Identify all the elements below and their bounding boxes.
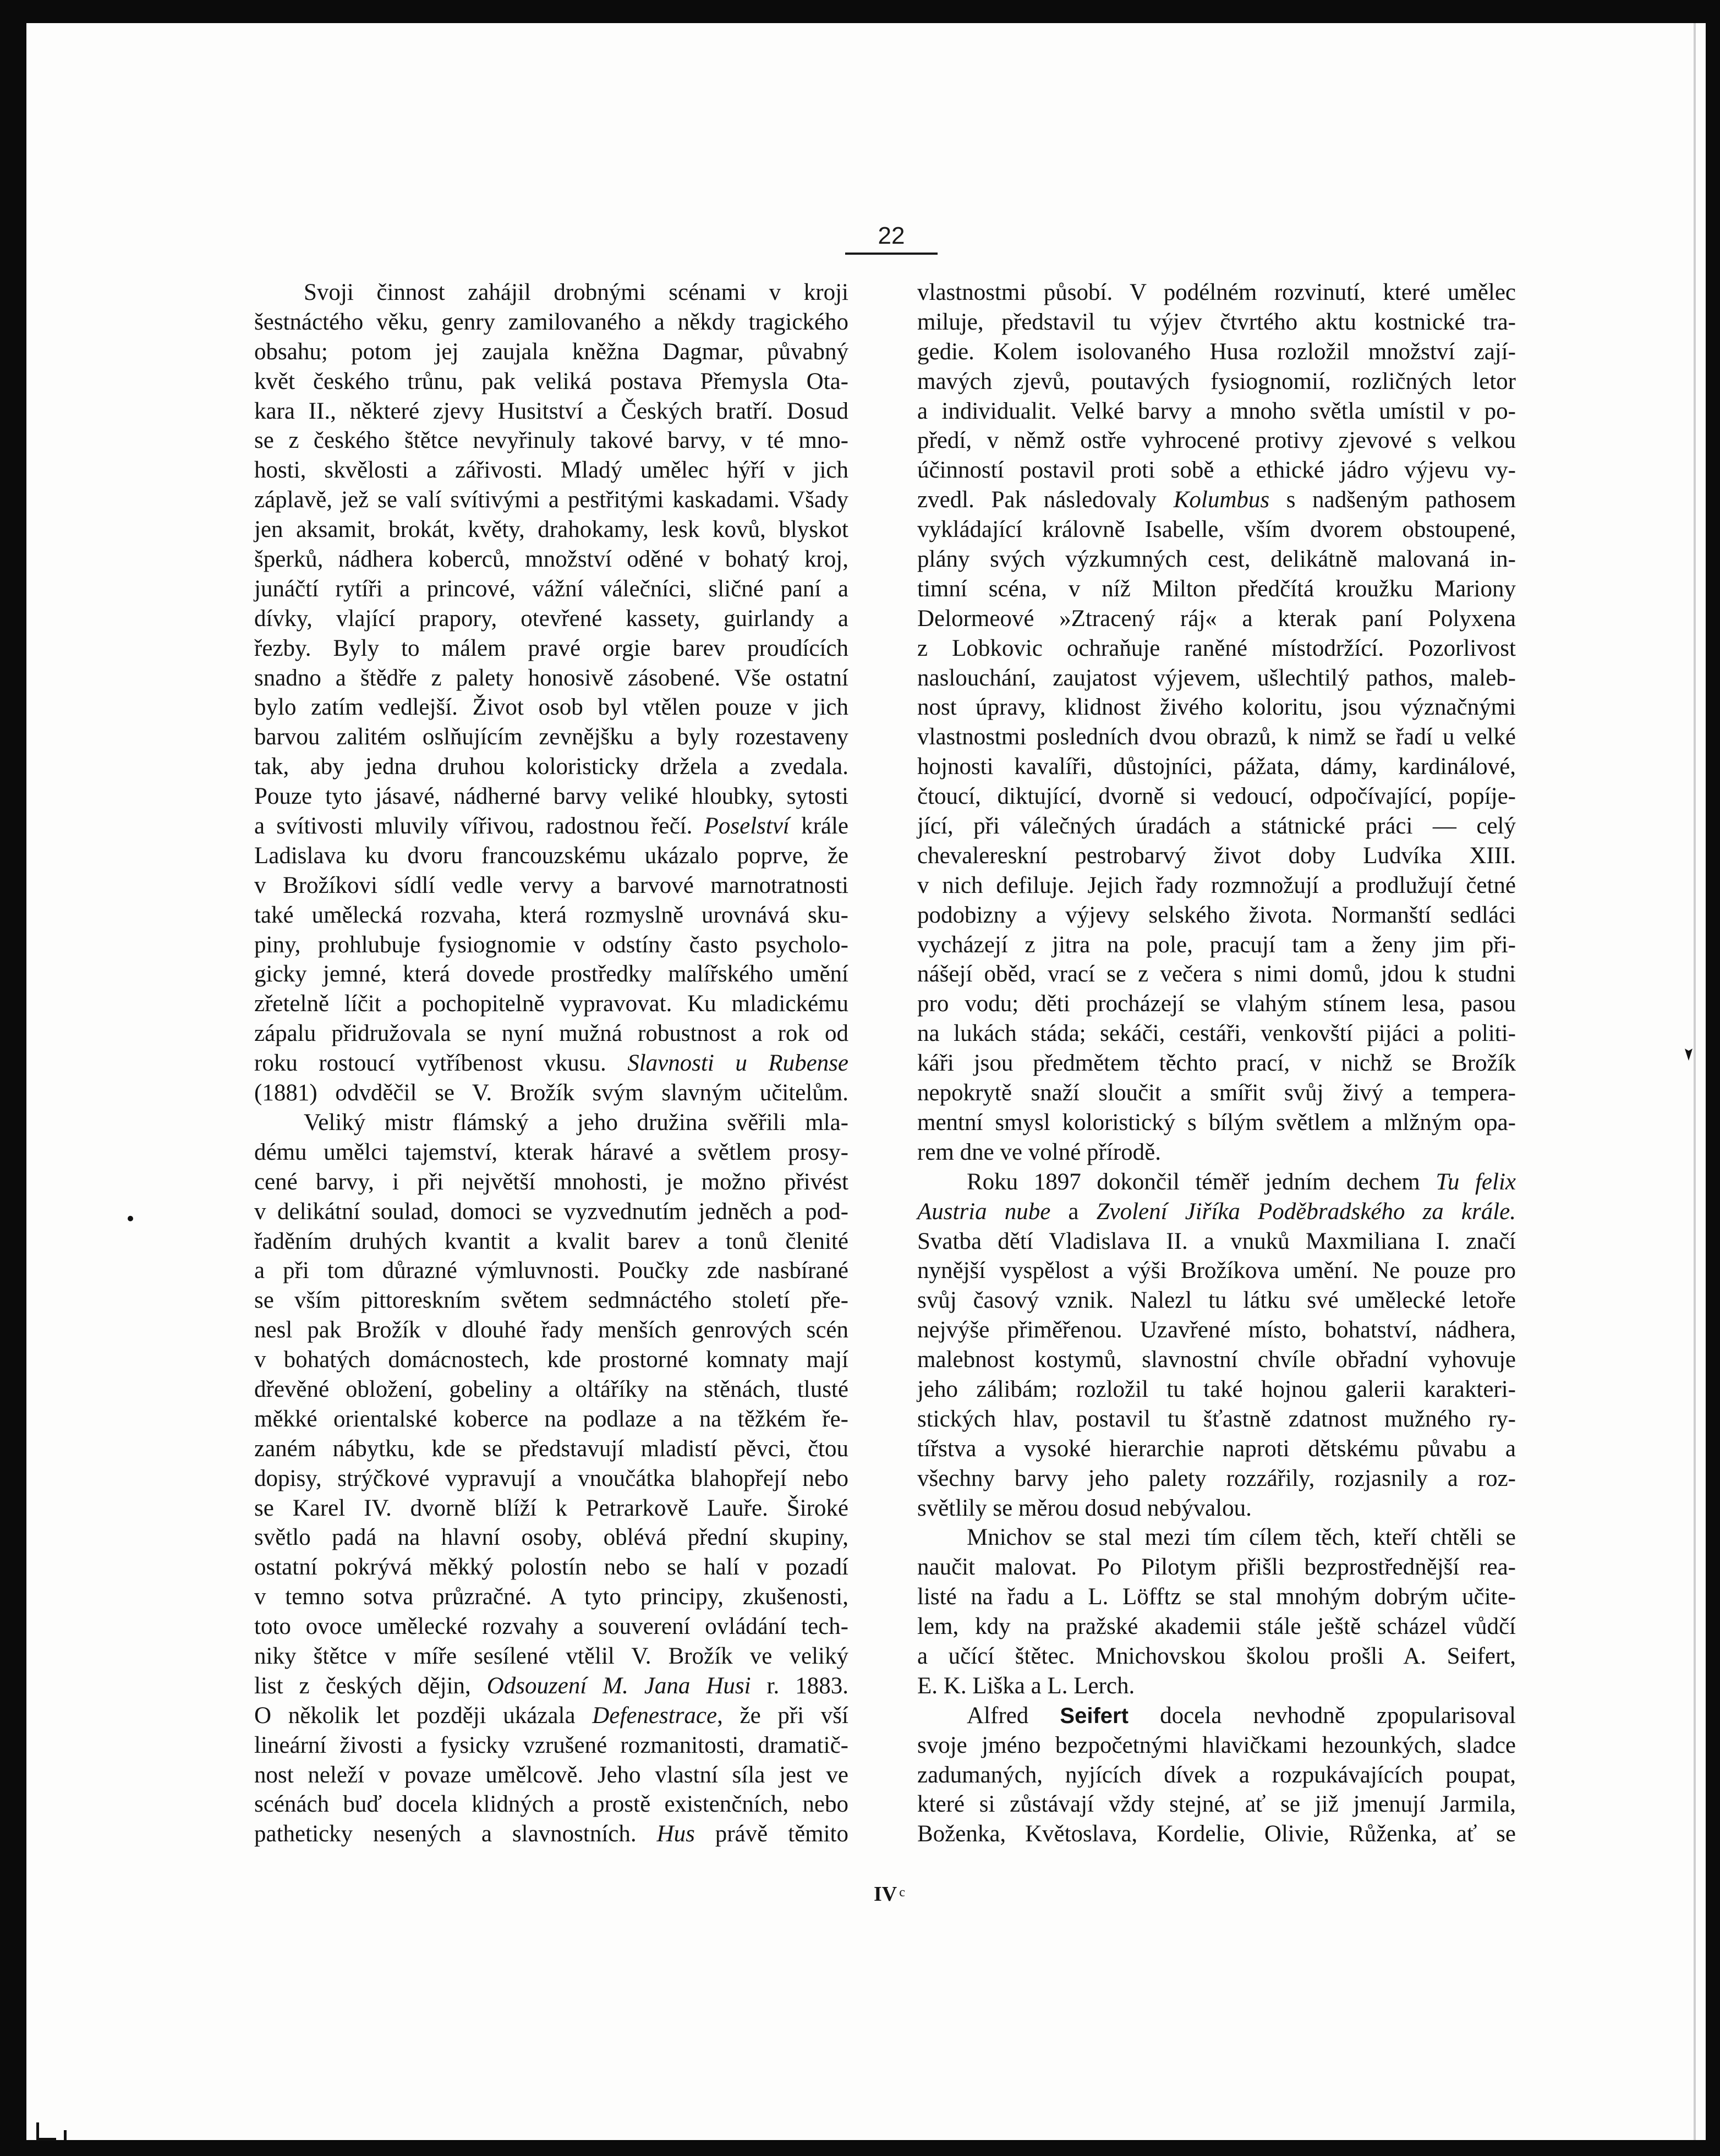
italic-artwork-title: Hus (656, 1821, 695, 1847)
line-text: Veliký mistr flámský a jeho družina svěřili mla- (304, 1109, 848, 1135)
text-line (917, 871, 1516, 901)
line-text: šestnáctého věku, genry zamilovaného a někdy tragického (254, 309, 848, 335)
italic-artwork-title: Zvolení Jiříka Poděbradského za krále. (1096, 1198, 1516, 1225)
text-line (254, 1197, 848, 1227)
line-text: měkké orientalské koberce na podlaze a na těžkém ře- (254, 1406, 848, 1432)
text-line (917, 1227, 1516, 1257)
scan-margin-mark (1683, 1034, 1695, 1061)
line-text: vlastnostmi posledních dvou obrazů, k nimž se řadí u velké (917, 724, 1516, 750)
line-text: v temno sotva průzračné. A tyto principy, zkušenosti, (254, 1584, 848, 1610)
text-line (254, 1345, 848, 1375)
line-text: niky štětce v míře sesílené vtělil V. Brožík ve veliký (254, 1643, 848, 1669)
line-text: nepokrytě snaží sloučit a smířit svůj živý a tempera- (917, 1080, 1516, 1106)
text-line (917, 663, 1516, 693)
text-line (917, 1049, 1516, 1078)
page-number-rule (845, 253, 938, 255)
text-line (254, 426, 848, 456)
text-line (917, 1731, 1516, 1760)
line-text: zřetelně líčit a pochopitelně vypravovat. Ku mladickému (254, 991, 848, 1017)
line-text: hosti, skvělosti a zářivosti. Mladý umělec hýří v jich (254, 457, 848, 484)
line-text: tak, aby jedna druhou koloristicky držela a zvedala. (254, 754, 848, 780)
line-text: vlastnostmi působí. V podélném rozvinutí, které umělec (917, 279, 1516, 305)
text-run: docela nevhodně zpopularisoval (1128, 1702, 1516, 1729)
text-line (254, 1019, 848, 1049)
text-run: a (1050, 1198, 1097, 1225)
text-line (917, 693, 1516, 722)
text-line (254, 308, 848, 337)
line-text: chevalereskní pestrobarvý život doby Ludvíka XIII. (917, 842, 1516, 869)
text-line (254, 574, 848, 604)
text-line (254, 1167, 848, 1197)
text-line (254, 722, 848, 752)
line-text (254, 1671, 848, 1701)
text-line (917, 1315, 1516, 1345)
text-line (917, 1375, 1516, 1405)
text-line (254, 752, 848, 782)
text-line (917, 1523, 1516, 1552)
line-text: v bohatých domácnostech, kde prostorné komnaty mají (254, 1347, 848, 1373)
line-text: světlo padá na hlavní osoby, oblévá přední skupiny, (254, 1524, 848, 1551)
text-line (917, 722, 1516, 752)
text-run: O několik let později ukázala (254, 1702, 593, 1729)
text-run: zvedl. Pak následovaly (917, 487, 1174, 513)
line-text: jící, při válečných úradách a státnické práci — celý (917, 813, 1516, 840)
text-line (917, 1345, 1516, 1375)
line-text: předí, v němž ostře vyhrocené protivy zjevové s velkou (917, 427, 1516, 454)
text-line (254, 989, 848, 1019)
paragraph (917, 1523, 1516, 1700)
text-line (917, 1138, 1516, 1167)
text-run: list z českých dějin, (254, 1672, 487, 1699)
line-text: mavých zjevů, poutavých fysiognomií, rozličných letor (917, 368, 1516, 394)
text-line (254, 811, 848, 841)
line-text: záplavě, jež se valí svítivými a pestřitými kaskadami. Všady (254, 487, 848, 513)
line-text: svoje jméno bezpočetnými hlavičkami hezounkých, sladce (917, 1732, 1516, 1758)
line-text: nost úpravy, klidnost živého koloritu, jsou význačnými (917, 694, 1516, 721)
text-line (917, 1167, 1516, 1197)
text-line (254, 1375, 848, 1405)
line-text: Pouze tyto jásavé, nádherné barvy veliké hloubky, sytosti (254, 783, 848, 810)
line-text: barvou zalitém oslňujícím zevnějšku a byly rozestaveny (254, 724, 848, 750)
text-run: Alfred (967, 1702, 1060, 1729)
signature-suffix: c (899, 1885, 905, 1900)
line-text: v nich defiluje. Jejich řady rozmnožují a prodlužují četné (917, 872, 1516, 898)
line-text: řaděním druhých kvantit a kvalit barev a tonů členité (254, 1228, 848, 1254)
text-line (254, 930, 848, 960)
line-text: dřevěné obložení, gobeliny a oltáříky na stěnách, tlusté (254, 1376, 848, 1402)
line-text: hojnosti kavalíři, důstojníci, pážata, dámy, kardinálové, (917, 754, 1516, 780)
line-text: nejvýše přiměřenou. Uzavřené místo, bohatství, nádhera, (917, 1317, 1516, 1343)
paragraph (917, 1701, 1516, 1849)
line-text (967, 1701, 1516, 1731)
line-text: vycházejí z jitra na pole, pracují tam a ženy jim při- (917, 931, 1516, 958)
scan-border-top (0, 0, 1720, 23)
line-text: timní scéna, v níž Milton předčítá kroužku Mariony (917, 575, 1516, 602)
line-text: lem, kdy na pražské akademii stále ještě scházel vůdčí (917, 1614, 1516, 1640)
text-line (917, 959, 1516, 989)
text-line (254, 901, 848, 930)
line-text: jen aksamit, brokát, květy, drahokamy, lesk kovů, blyskot (254, 517, 848, 543)
text-line (254, 1464, 848, 1494)
text-line (254, 1049, 848, 1078)
text-line (254, 278, 848, 308)
italic-artwork-title: Odsouzení M. Jana Husi (486, 1672, 751, 1699)
text-line (254, 1731, 848, 1760)
text-line (917, 989, 1516, 1019)
text-line (917, 308, 1516, 337)
text-run: patheticky nesených a slavnostních. (254, 1821, 657, 1847)
line-text: Mnichov se stal mezi tím cílem těch, kteří chtěli se (967, 1524, 1516, 1551)
line-text: a individualit. Velké barvy a mnoho světla umístil v po- (917, 398, 1516, 424)
line-text (254, 1701, 848, 1731)
text-line (254, 841, 848, 871)
text-line (917, 1494, 1516, 1523)
text-line (917, 1671, 1516, 1701)
text-line (917, 1819, 1516, 1849)
line-text: nost neleží v povaze umělcově. Jeho vlastní síla jest ve (254, 1762, 848, 1788)
line-text: stických hlav, postavil tu šťastně zdatnost mužného ry- (917, 1406, 1516, 1432)
text-line (254, 1582, 848, 1612)
line-text: na lukách stáda; sekáči, cestáři, venkovští pijáci a politi- (917, 1021, 1516, 1047)
scan-page-edge (1694, 23, 1696, 2140)
text-line (254, 782, 848, 811)
text-line (917, 634, 1516, 663)
text-line (917, 337, 1516, 367)
line-text: cené barvy, i při největší mnohosti, je možno přivést (254, 1168, 848, 1195)
line-text: a učící štětec. Mnichovskou školou prošli A. Seifert, (917, 1643, 1516, 1669)
page-number: 22 (878, 222, 905, 249)
line-text: které si zůstávají vždy stejné, ať se již jmenují Jarmila, (917, 1791, 1516, 1818)
text-line (917, 278, 1516, 308)
text-line (917, 456, 1516, 485)
line-text: nynější vyspělost a výši Brožíkova umění. Ne pouze pro (917, 1258, 1516, 1284)
line-text: ostatní pokrývá měkký polostín nebo se halí v pozadí (254, 1554, 848, 1581)
paragraph (917, 1167, 1516, 1523)
paragraph (917, 278, 1516, 1167)
line-text: také umělecká rozvaha, která rozmyslně urovnává sku- (254, 902, 848, 928)
line-text: se vším pittoreskním světem sedmnáctého století pře- (254, 1287, 848, 1314)
text-line (917, 1286, 1516, 1315)
line-text: účinností postavil proti sobě a ethické jádro výjevu vy- (917, 457, 1516, 484)
line-text: Svatba dětí Vladislava II. a vnuků Maxmiliana I. značí (917, 1228, 1516, 1254)
signature-main: IV (874, 1883, 897, 1906)
left-column (254, 278, 848, 1849)
italic-artwork-title: Austria nube (917, 1198, 1051, 1225)
text-line (254, 545, 848, 574)
line-text (967, 1167, 1516, 1197)
text-line (917, 841, 1516, 871)
line-text: z Lobkovic ochraňuje raněné místodržící. Pozorlivost (917, 635, 1516, 661)
line-text: (1881) odvděčil se V. Brožík svým slavným učitelům. (254, 1080, 848, 1106)
line-text: šperků, nádhera koberců, množství oděné v bohatý kroj, (254, 546, 848, 573)
line-text: E. K. Liška a L. Lerch. (917, 1672, 1135, 1699)
line-text: piny, prohlubuje fysiognomie v odstíny často psycholo- (254, 931, 848, 958)
line-text (254, 1819, 848, 1849)
text-line (917, 574, 1516, 604)
text-line (917, 1197, 1516, 1227)
text-line (917, 1642, 1516, 1671)
text-line (917, 1790, 1516, 1819)
text-line (917, 901, 1516, 930)
line-text: miluje, představil tu výjev čtvrtého aktu kostnické tra- (917, 309, 1516, 335)
line-text: nášejí oběd, vrací se z večera s nimi domů, jdou k studni (917, 961, 1516, 988)
scan-border-left (0, 0, 26, 2156)
text-run: s nadšeným pathosem (1269, 487, 1516, 513)
text-line (917, 515, 1516, 545)
line-text: pro vodu; děti procházejí se vlahým stínem lesa, pasou (917, 991, 1516, 1017)
text-line (254, 1078, 848, 1108)
text-line (917, 1405, 1516, 1434)
line-text: zápalu přidružovala se nyní mužná robustnost a rok od (254, 1021, 848, 1047)
text-run: právě těmito (694, 1821, 848, 1847)
line-text: čtoucí, diktující, dvorně si vedoucí, odpočívající, popíje- (917, 783, 1516, 810)
text-line (254, 693, 848, 722)
line-text: podobizny a výjevy selského života. Normanští sedláci (917, 902, 1516, 928)
text-line (254, 1819, 848, 1849)
text-line (917, 397, 1516, 426)
text-line (254, 1405, 848, 1434)
line-text: a při tom důrazné výmluvnosti. Poučky zde nasbírané (254, 1258, 848, 1284)
line-text (917, 485, 1516, 515)
text-line (917, 1552, 1516, 1582)
text-run: a svítivosti mluvily vířivou, radostnou řečí. (254, 813, 704, 840)
text-line (254, 663, 848, 693)
text-run: Roku 1897 dokončil téměř jedním dechem (967, 1168, 1436, 1195)
line-text: bylo zatím vedlejší. Život osob byl vtělen pouze v jich (254, 694, 848, 721)
right-column (917, 278, 1516, 1849)
line-text: listé na řadu a L. Löfftz se stal mnohým dobrým učite- (917, 1584, 1516, 1610)
text-line (917, 485, 1516, 515)
text-line (254, 1315, 848, 1345)
text-line (917, 426, 1516, 456)
text-line (254, 337, 848, 367)
line-text: tířstva a vysoké hierarchie naproti dětskému půvabu a (917, 1435, 1516, 1462)
text-line (254, 1701, 848, 1731)
line-text: naslouchání, zaujatost výjevem, ušlechtilý pathos, maleb- (917, 665, 1516, 691)
text-line (917, 545, 1516, 574)
text-line (917, 1078, 1516, 1108)
line-text: rem dne ve volné přírodě. (917, 1139, 1161, 1165)
paragraph (254, 1108, 848, 1849)
line-text (254, 1049, 848, 1078)
line-text: gicky jemné, která dovede prostředky malířského umění (254, 961, 848, 988)
text-line (254, 1523, 848, 1552)
text-line (917, 1256, 1516, 1286)
text-line (254, 1138, 848, 1167)
line-text: lineární živosti a fysicky vzrušené rozmanitosti, dramatič- (254, 1732, 848, 1758)
scan-corner-mark (36, 2138, 56, 2141)
line-text: scénách buď docela klidných a prostě existenčních, nebo (254, 1791, 848, 1818)
line-text: zaném nábytku, kde se představují mladistí pěvci, čtou (254, 1435, 848, 1462)
text-line (254, 1671, 848, 1701)
line-text: gedie. Kolem isolovaného Husa rozložil množství zají- (917, 338, 1516, 365)
text-line (917, 811, 1516, 841)
scan-speck (128, 1216, 133, 1221)
bold-artist-name: Seifert (1060, 1703, 1129, 1728)
line-text: jeho zálibám; rozložil tu také hojnou galerii karakteri- (917, 1376, 1516, 1402)
text-line (254, 959, 848, 989)
text-line (917, 367, 1516, 397)
text-line (254, 367, 848, 397)
line-text: vykládající královně Isabelle, vším dvorem obstoupené, (917, 517, 1516, 543)
line-text (254, 811, 848, 841)
text-line (254, 1760, 848, 1790)
text-line (917, 752, 1516, 782)
line-text: obsahu; potom jej zaujala kněžna Dagmar, půvabný (254, 338, 848, 365)
text-line (254, 1256, 848, 1286)
scan-border-bottom (0, 2140, 1720, 2156)
text-line (254, 1612, 848, 1642)
line-text: snadno a štědře z palety honosivě zásobené. Vše ostatní (254, 665, 848, 691)
italic-artwork-title: Kolumbus (1173, 487, 1270, 513)
line-text: dopisy, strýčkové vypravují a vnoučátka blahopřejí nebo (254, 1465, 848, 1491)
paragraph (254, 278, 848, 1108)
line-text: zadumaných, nyjících dívek a rozpukávajících poupat, (917, 1762, 1516, 1788)
line-text: Delormeové »Ztracený ráj« a kterak paní Polyxena (917, 605, 1516, 632)
scan-border-right (1706, 0, 1720, 2156)
line-text: světlily se měrou dosud nebývalou. (917, 1495, 1252, 1521)
text-run: roku rostoucí vytříbenost vkusu. (254, 1050, 628, 1077)
line-text: Ladislava ku dvoru francouzskému ukázalo poprve, že (254, 842, 848, 869)
text-line (917, 1701, 1516, 1731)
text-line (917, 604, 1516, 634)
line-text: dému umělci tajemství, kterak háravé a světlem prosy- (254, 1139, 848, 1165)
text-line (254, 1552, 848, 1582)
line-text: řezby. Byly to málem pravé orgie barev proudících (254, 635, 848, 661)
text-line (917, 1760, 1516, 1790)
text-run: , že při vší (717, 1702, 848, 1729)
line-text: Boženka, Květoslava, Kordelie, Olivie, Růženka, ať se (917, 1821, 1516, 1847)
text-line (917, 930, 1516, 960)
line-text: Svoji činnost zahájil drobnými scénami v kroji (304, 279, 848, 305)
text-line (254, 634, 848, 663)
text-line (254, 1642, 848, 1671)
text-line (917, 782, 1516, 811)
text-line (917, 1019, 1516, 1049)
line-text: svůj časový vznik. Nalezl tu látku své umělecké letoře (917, 1287, 1516, 1314)
line-text (917, 1197, 1516, 1227)
text-line (254, 485, 848, 515)
line-text: kara II., některé zjevy Husitství a Českých bratří. Dosud (254, 398, 848, 424)
text-line (254, 1108, 848, 1138)
line-text: v Brožíkovi sídlí vedle vervy a barvové marnotratnosti (254, 872, 848, 898)
text-line (917, 1464, 1516, 1494)
text-line (254, 1790, 848, 1819)
line-text: naučit malovat. Po Pilotym přišli bezprostřednější rea- (917, 1554, 1516, 1581)
line-text: v delikátní soulad, domoci se vyzvednutím jedněch a pod- (254, 1198, 848, 1225)
text-run: krále (789, 813, 849, 840)
italic-artwork-title: Slavnosti u Rubense (627, 1050, 848, 1077)
line-text: se Karel IV. dvorně blíží k Petrarkově Lauře. Široké (254, 1495, 848, 1521)
text-line (254, 1227, 848, 1257)
line-text: dívky, vlající prapory, otevřené kassety, guirlandy a (254, 605, 848, 632)
scan-corner-mark (64, 2130, 67, 2140)
italic-artwork-title: Poselství (704, 813, 790, 840)
text-line (254, 515, 848, 545)
text-line (917, 1108, 1516, 1138)
italic-artwork-title: Tu felix (1436, 1168, 1516, 1195)
text-line (254, 456, 848, 485)
line-text: plány svých výzkumných cest, delikátně malovaná in- (917, 546, 1516, 573)
text-line (254, 1434, 848, 1464)
italic-artwork-title: Defenestrace (592, 1702, 717, 1729)
text-run: r. 1883. (751, 1672, 848, 1699)
text-line (254, 1286, 848, 1315)
text-line (917, 1434, 1516, 1464)
line-text: mentní smysl koloristický s bílým světlem a mlžným opa- (917, 1109, 1516, 1135)
text-line (917, 1612, 1516, 1642)
printer-signature-mark (874, 1879, 905, 1907)
line-text: květ českého trůnu, pak veliká postava Přemysla Ota- (254, 368, 848, 394)
text-line (917, 1582, 1516, 1612)
line-text: junáčtí rytíři a princové, vážní válečníci, sličné paní a (254, 575, 848, 602)
line-text: se z českého štětce nevyřinuly takové barvy, v té mno- (254, 427, 848, 454)
line-text: všechny barvy jeho palety rozzářily, rozjasnily a roz- (917, 1465, 1516, 1491)
text-line (254, 604, 848, 634)
line-text: nesl pak Brožík v dlouhé řady menších genrových scén (254, 1317, 848, 1343)
line-text: káři jsou předmětem těchto prací, v nichž se Brožík (917, 1050, 1516, 1077)
line-text: toto ovoce umělecké rozvahy a souverení ovládání tech- (254, 1614, 848, 1640)
line-text: malebnost kostymů, slavnostní chvíle obřadní vyhovuje (917, 1347, 1516, 1373)
text-line (254, 397, 848, 426)
text-line (254, 871, 848, 901)
text-line (254, 1494, 848, 1523)
